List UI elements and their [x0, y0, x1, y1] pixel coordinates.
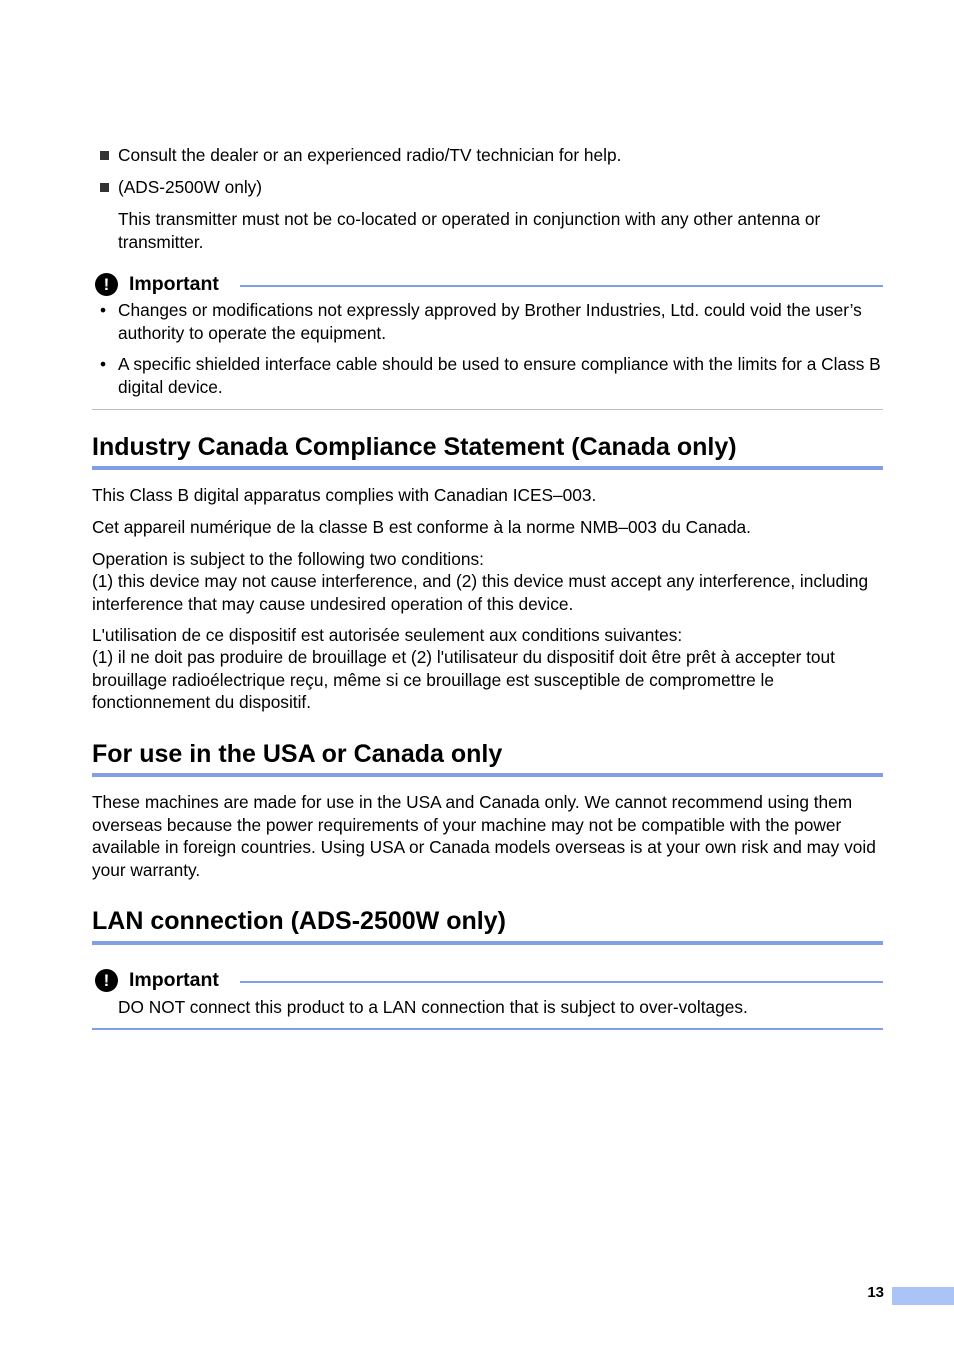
- usa-para-1: These machines are made for use in the USA and Canada only. We cannot recommend using them overseas because the power requirements of your machine may not be compatible with the power available in foreign countries. Using USA or Canada models overseas is at your own risk and may void your warranty.: [92, 792, 876, 880]
- dot-bullet-icon: •: [100, 300, 107, 320]
- important-header-line: [240, 981, 883, 983]
- heading-underline: [92, 941, 883, 945]
- important-label: Important: [129, 273, 219, 295]
- important-exclamation-icon: !: [95, 273, 118, 296]
- square-bullet-icon: [100, 151, 109, 160]
- lan-important-text: DO NOT connect this product to a LAN connection that is subject to over-voltages.: [118, 997, 748, 1017]
- heading-lan-connection: LAN connection (ADS-2500W only): [92, 907, 506, 935]
- dot-bullet-icon: •: [100, 354, 107, 374]
- important-item-2: A specific shielded interface cable should be used to ensure compliance with the limits for a Class B digital device.: [118, 354, 881, 397]
- heading-industry-canada: Industry Canada Compliance Statement (Canada only): [92, 433, 737, 461]
- important-exclamation-icon: !: [95, 969, 118, 992]
- bullet-ads-2500w: (ADS-2500W only): [118, 177, 263, 197]
- heading-usa-canada: For use in the USA or Canada only: [92, 740, 503, 768]
- canada-para-4-line2: (1) il ne doit pas produire de brouillage et (2) l'utilisateur du dispositif doit être prêt à accepter tout brouillage radioélectrique reçu, même si ce brouillage est susceptible de compromettre le fonctionnement du dispositif.: [92, 647, 835, 712]
- canada-para-2: Cet appareil numérique de la classe B est conforme à la norme NMB–003 du Canada.: [92, 517, 751, 537]
- page-number: 13: [867, 1284, 884, 1301]
- canada-para-3-line1: Operation is subject to the following two conditions:: [92, 549, 484, 569]
- important-item-1: Changes or modifications not expressly approved by Brother Industries, Ltd. could void the user’s authority to operate the equipment.: [118, 300, 862, 343]
- important-label: Important: [129, 969, 219, 991]
- heading-underline: [92, 466, 883, 470]
- heading-underline: [92, 773, 883, 777]
- important-header-line: [240, 285, 883, 287]
- important-footer-line: [92, 409, 883, 410]
- canada-para-4-line1: L'utilisation de ce dispositif est autorisée seulement aux conditions suivantes:: [92, 625, 683, 645]
- important-footer-line: [92, 1028, 883, 1030]
- bullet-consult-dealer: Consult the dealer or an experienced radio/TV technician for help.: [118, 145, 622, 165]
- canada-para-1: This Class B digital apparatus complies with Canadian ICES–003.: [92, 485, 597, 505]
- square-bullet-icon: [100, 183, 109, 192]
- page-tab-marker: [892, 1287, 954, 1305]
- canada-para-3-line2: (1) this device may not cause interference, and (2) this device must accept any interference, including interference that may cause undesired operation of this device.: [92, 571, 869, 614]
- transmitter-note: This transmitter must not be co-located or operated in conjunction with any other antenna or transmitter.: [118, 209, 821, 252]
